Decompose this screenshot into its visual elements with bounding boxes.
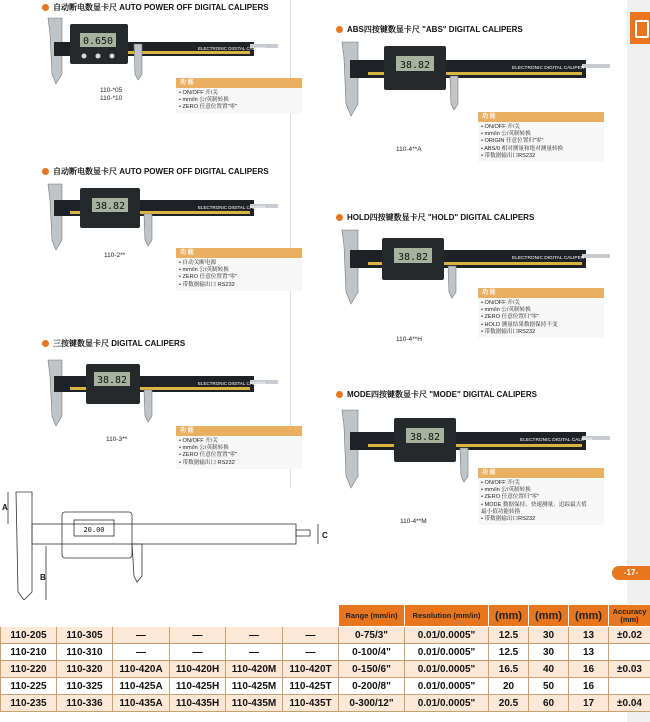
svg-text:C: C [322,531,328,540]
caliper-image-abs [334,38,612,118]
section-tab-icon [630,12,650,44]
header-resolution: Resolution (mm/in) [405,605,489,627]
spec-table [0,604,650,712]
table-cell: 50 [529,678,569,695]
svg-text:38.82: 38.82 [399,60,431,71]
table-row [1,627,650,644]
table-header-row [1,605,650,627]
table-cell: 110-320 [57,661,113,678]
table-cell: 110-235 [1,695,57,712]
table-cell: 110-420H [170,661,226,678]
table-row [1,644,650,661]
feature-box-hold: 功 能 • ON/OFF 开/关 • mm/in 公/英制转换 • ZERO 任意位置归"零" • HOLD 测量结果数据保持不变 • 带数据输出口RS232 [478,288,604,338]
table-cell: 0.01/0.0005" [405,695,489,712]
table-cell: 12.5 [489,644,529,661]
model-codes-auto-power-off-1: 110-*05 110-*10 [100,87,123,102]
table-cell [609,644,650,661]
table-cell: — [170,627,226,644]
table-cell: ±0.04 [609,695,650,712]
table-cell: 0-300/12" [339,695,405,712]
section-title-mode: MODE四按键数显卡尺 "MODE" DIGITAL CALIPERS [336,389,537,400]
table-cell [609,678,650,695]
caliper-outline-diagram [0,488,340,600]
model-codes-auto-power-off-2: 110-2** [104,252,126,259]
orange-bullet-icon [336,214,343,221]
table-row [1,661,650,678]
table-cell: 110-435M [226,695,283,712]
table-row [1,678,650,695]
orange-bullet-icon [42,168,49,175]
feature-box-abs: 功 能 • ON/OFF 开/关 • mm/in 公/英制转换 • ORIGIN 任意位置归"零" • ABS/0 相对测量和绝对测量转换 • 带数据输出口RS232 [478,112,604,162]
svg-text:38.82: 38.82 [409,432,441,443]
table-cell: 20.5 [489,695,529,712]
table-cell: ±0.02 [609,627,650,644]
svg-text:ELECTRONIC DIGITAL CALIPER: ELECTRONIC DIGITAL CALIPER [512,66,585,71]
svg-text:ELECTRONIC DIGITAL CALIPER: ELECTRONIC DIGITAL CALIPER [198,205,266,210]
table-cell: 0.01/0.0005" [405,678,489,695]
table-cell: 110-420T [283,661,339,678]
feature-box-three-button: 功 能 • ON/OFF 开/关 • mm/in 公/英制转换 • ZERO 任意位置置"零" • 带数据输出口 RS232 [176,426,302,469]
table-cell: — [226,644,283,661]
section-title-three-button: 三按键数显卡尺 DIGITAL CALIPERS [42,338,185,349]
table-cell: 30 [529,627,569,644]
table-cell: 110-305 [57,627,113,644]
table-cell: 110-325 [57,678,113,695]
svg-text:38.82: 38.82 [96,375,128,386]
orange-bullet-icon [336,26,343,33]
feature-box-auto-power-off-2: 功 能 • 自动关断电源 • mm/in 公/英制转换 • ZERO 任意位置置"零" • 带数据输出口 RS232 [176,248,302,291]
table-cell: 110-425A [113,678,170,695]
table-cell: ±0.03 [609,661,650,678]
table-cell: 110-435H [170,695,226,712]
svg-text:ELECTRONIC DIGITAL CALIPER: ELECTRONIC DIGITAL CALIPER [198,381,266,386]
header-cell [226,605,283,627]
table-cell: 110-420A [113,661,170,678]
table-cell: 12.5 [489,627,529,644]
feature-box-mode: 功 能 • ON/OFF 开/关 • mm/in 公/英制转换 • ZERO 任意位置归"零" • MODE 数据保持、快速测量、追踪最大值 最小值功能转换 • 带数据输出口RS232 [478,468,604,525]
orange-bullet-icon [336,391,343,398]
table-cell: 110-225 [1,678,57,695]
svg-text:38.82: 38.82 [397,252,429,263]
svg-text:0.650: 0.650 [82,36,114,47]
table-cell: 0-150/6" [339,661,405,678]
table-cell: 20 [489,678,529,695]
model-codes-abs: 110-4**A [396,146,422,153]
table-cell: 40 [529,661,569,678]
page-number: -17- [612,566,650,580]
table-cell: 0-200/8" [339,678,405,695]
table-cell: 0.01/0.0005" [405,644,489,661]
svg-text:38.82: 38.82 [94,201,126,212]
header-cell [113,605,170,627]
table-cell: 13 [569,627,609,644]
svg-text:ELECTRONIC DIGITAL CALIPER: ELECTRONIC DIGITAL CALIPER [512,256,585,261]
table-cell: 110-220 [1,661,57,678]
table-cell: — [283,644,339,661]
table-cell: 110-310 [57,644,113,661]
table-cell: 110-435T [283,695,339,712]
header-mm-1: (mm) [489,605,529,627]
table-cell: — [113,644,170,661]
header-mm-2: (mm) [529,605,569,627]
header-mm-3: (mm) [569,605,609,627]
section-title-auto-power-off-1: 自动断电数显卡尺 AUTO POWER OFF DIGITAL CALIPERS [42,2,269,13]
table-cell: — [113,627,170,644]
caliper-image-auto-power-off-1 [40,14,280,86]
table-cell: 110-420M [226,661,283,678]
table-cell: 0.01/0.0005" [405,661,489,678]
dimension-diagram [0,488,340,600]
table-cell: 110-425T [283,678,339,695]
table-cell: 16 [569,678,609,695]
table-cell: — [283,627,339,644]
section-title-hold: HOLD四按键数显卡尺 "HOLD" DIGITAL CALIPERS [336,212,534,223]
header-cell [57,605,113,627]
table-cell: 110-210 [1,644,57,661]
header-cell [170,605,226,627]
header-accuracy: Accuracy (mm) [609,605,650,627]
header-cell [1,605,57,627]
table-cell: 16 [569,661,609,678]
model-codes-mode: 110-4**M [400,518,427,525]
orange-bullet-icon [42,4,49,11]
svg-text:ELECTRONIC DIGITAL CALIPER: ELECTRONIC DIGITAL CALIPER [198,46,266,51]
table-cell: 110-425H [170,678,226,695]
table-cell: 110-336 [57,695,113,712]
caliper-image-three-button [40,356,280,428]
feature-box-auto-power-off-1: 功 能 • ON/OFF 开/关 • mm/in 公/英制转换 • ZERO 任意位置置"零" [176,78,302,114]
model-codes-hold: 110-4**H [396,336,422,343]
table-cell: 13 [569,644,609,661]
table-cell: 110-435A [113,695,170,712]
table-cell: 0-75/3" [339,627,405,644]
table-cell: 110-425M [226,678,283,695]
table-cell: 0-100/4" [339,644,405,661]
header-range: Range (mm/in) [339,605,405,627]
table-cell: 30 [529,644,569,661]
svg-text:B: B [40,573,46,582]
section-title-abs: ABS四按键数显卡尺 "ABS" DIGITAL CALIPERS [336,24,523,35]
svg-text:A: A [2,503,8,512]
caliper-image-auto-power-off-2 [40,180,280,252]
table-cell: 17 [569,695,609,712]
svg-text:20.00: 20.00 [83,526,105,534]
orange-bullet-icon [42,340,49,347]
table-cell: 60 [529,695,569,712]
model-codes-three-button: 110-3** [106,436,128,443]
section-title-auto-power-off-2: 自动断电数显卡尺 AUTO POWER OFF DIGITAL CALIPERS [42,166,269,177]
table-cell: — [170,644,226,661]
table-row [1,695,650,712]
table-cell: 0.01/0.0005" [405,627,489,644]
svg-text:ELECTRONIC DIGITAL CALIPER: ELECTRONIC DIGITAL CALIPER [520,438,593,443]
table-cell: 16.5 [489,661,529,678]
table-cell: — [226,627,283,644]
header-cell [283,605,339,627]
table-cell: 110-205 [1,627,57,644]
